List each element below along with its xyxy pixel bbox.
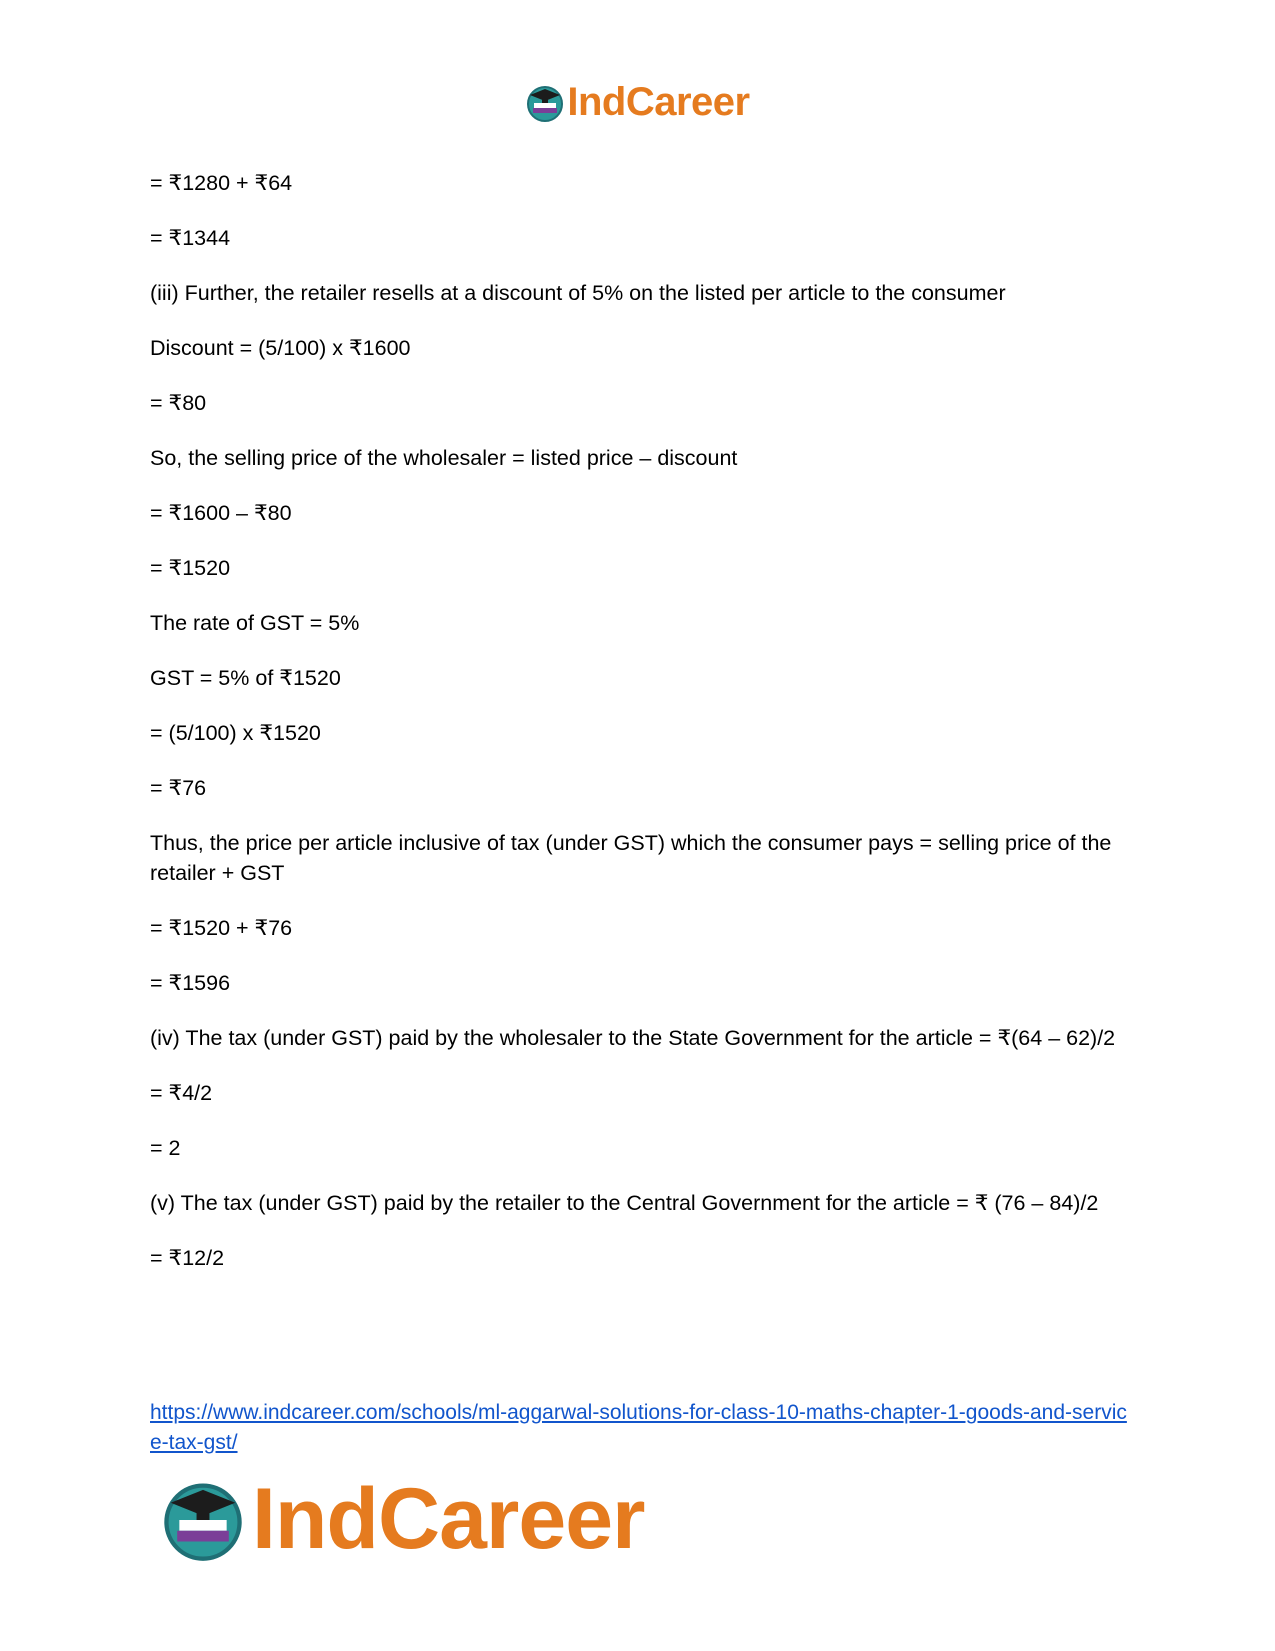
solution-line: = ₹1520 (150, 556, 231, 580)
solution-line: (iv) The tax (under GST) paid by the wholesaler to the State Government for the article = ₹(64 – 62)/2 (150, 1026, 1116, 1050)
source-link-block (150, 1398, 1135, 1458)
solution-line: Thus, the price per article inclusive of tax (under GST) which the consumer pays = selling price of the retailer + GST (150, 831, 1112, 885)
graduation-cap-globe-icon (160, 1477, 246, 1563)
solution-line: (v) The tax (under GST) paid by the retailer to the Central Government for the article = ₹ (76 – 84)/2 (150, 1191, 1099, 1215)
solution-line: (iii) Further, the retailer resells at a discount of 5% on the listed per article to the consumer (150, 281, 1006, 305)
solution-line: = ₹1596 (150, 971, 231, 995)
solution-line: = ₹4/2 (150, 1081, 213, 1105)
solution-line: = ₹76 (150, 776, 207, 800)
solution-line: Discount = (5/100) x ₹1600 (150, 336, 411, 360)
logo-wordmark: IndCareer (567, 80, 750, 124)
graduation-cap-globe-icon (525, 83, 565, 123)
solution-line: The rate of GST = 5% (150, 611, 360, 635)
header-logo (525, 80, 749, 125)
solution-line: = ₹80 (150, 391, 207, 415)
source-link[interactable]: https://www.indcareer.com/schools/ml-aggarwal-solutions-for-class-10-maths-chapter-1-goods-and-service-tax-gst/ (150, 1401, 1127, 1454)
solution-line: = (5/100) x ₹1520 (150, 721, 321, 745)
solution-line: = ₹1600 – ₹80 (150, 501, 292, 525)
solution-line: = 2 (150, 1136, 181, 1160)
solution-line: = ₹12/2 (150, 1246, 225, 1270)
solution-line: = ₹1344 (150, 226, 231, 250)
footer-logo-block (160, 1470, 645, 1569)
document-body (150, 168, 1135, 1298)
solution-line: = ₹1520 + ₹76 (150, 916, 293, 940)
footer-logo (160, 1470, 645, 1569)
solution-line: = ₹1280 + ₹64 (150, 171, 293, 195)
solution-line: GST = 5% of ₹1520 (150, 666, 341, 690)
page-header (0, 80, 1275, 125)
solution-line: So, the selling price of the wholesaler = listed price – discount (150, 446, 738, 470)
logo-wordmark: IndCareer (252, 1471, 645, 1567)
